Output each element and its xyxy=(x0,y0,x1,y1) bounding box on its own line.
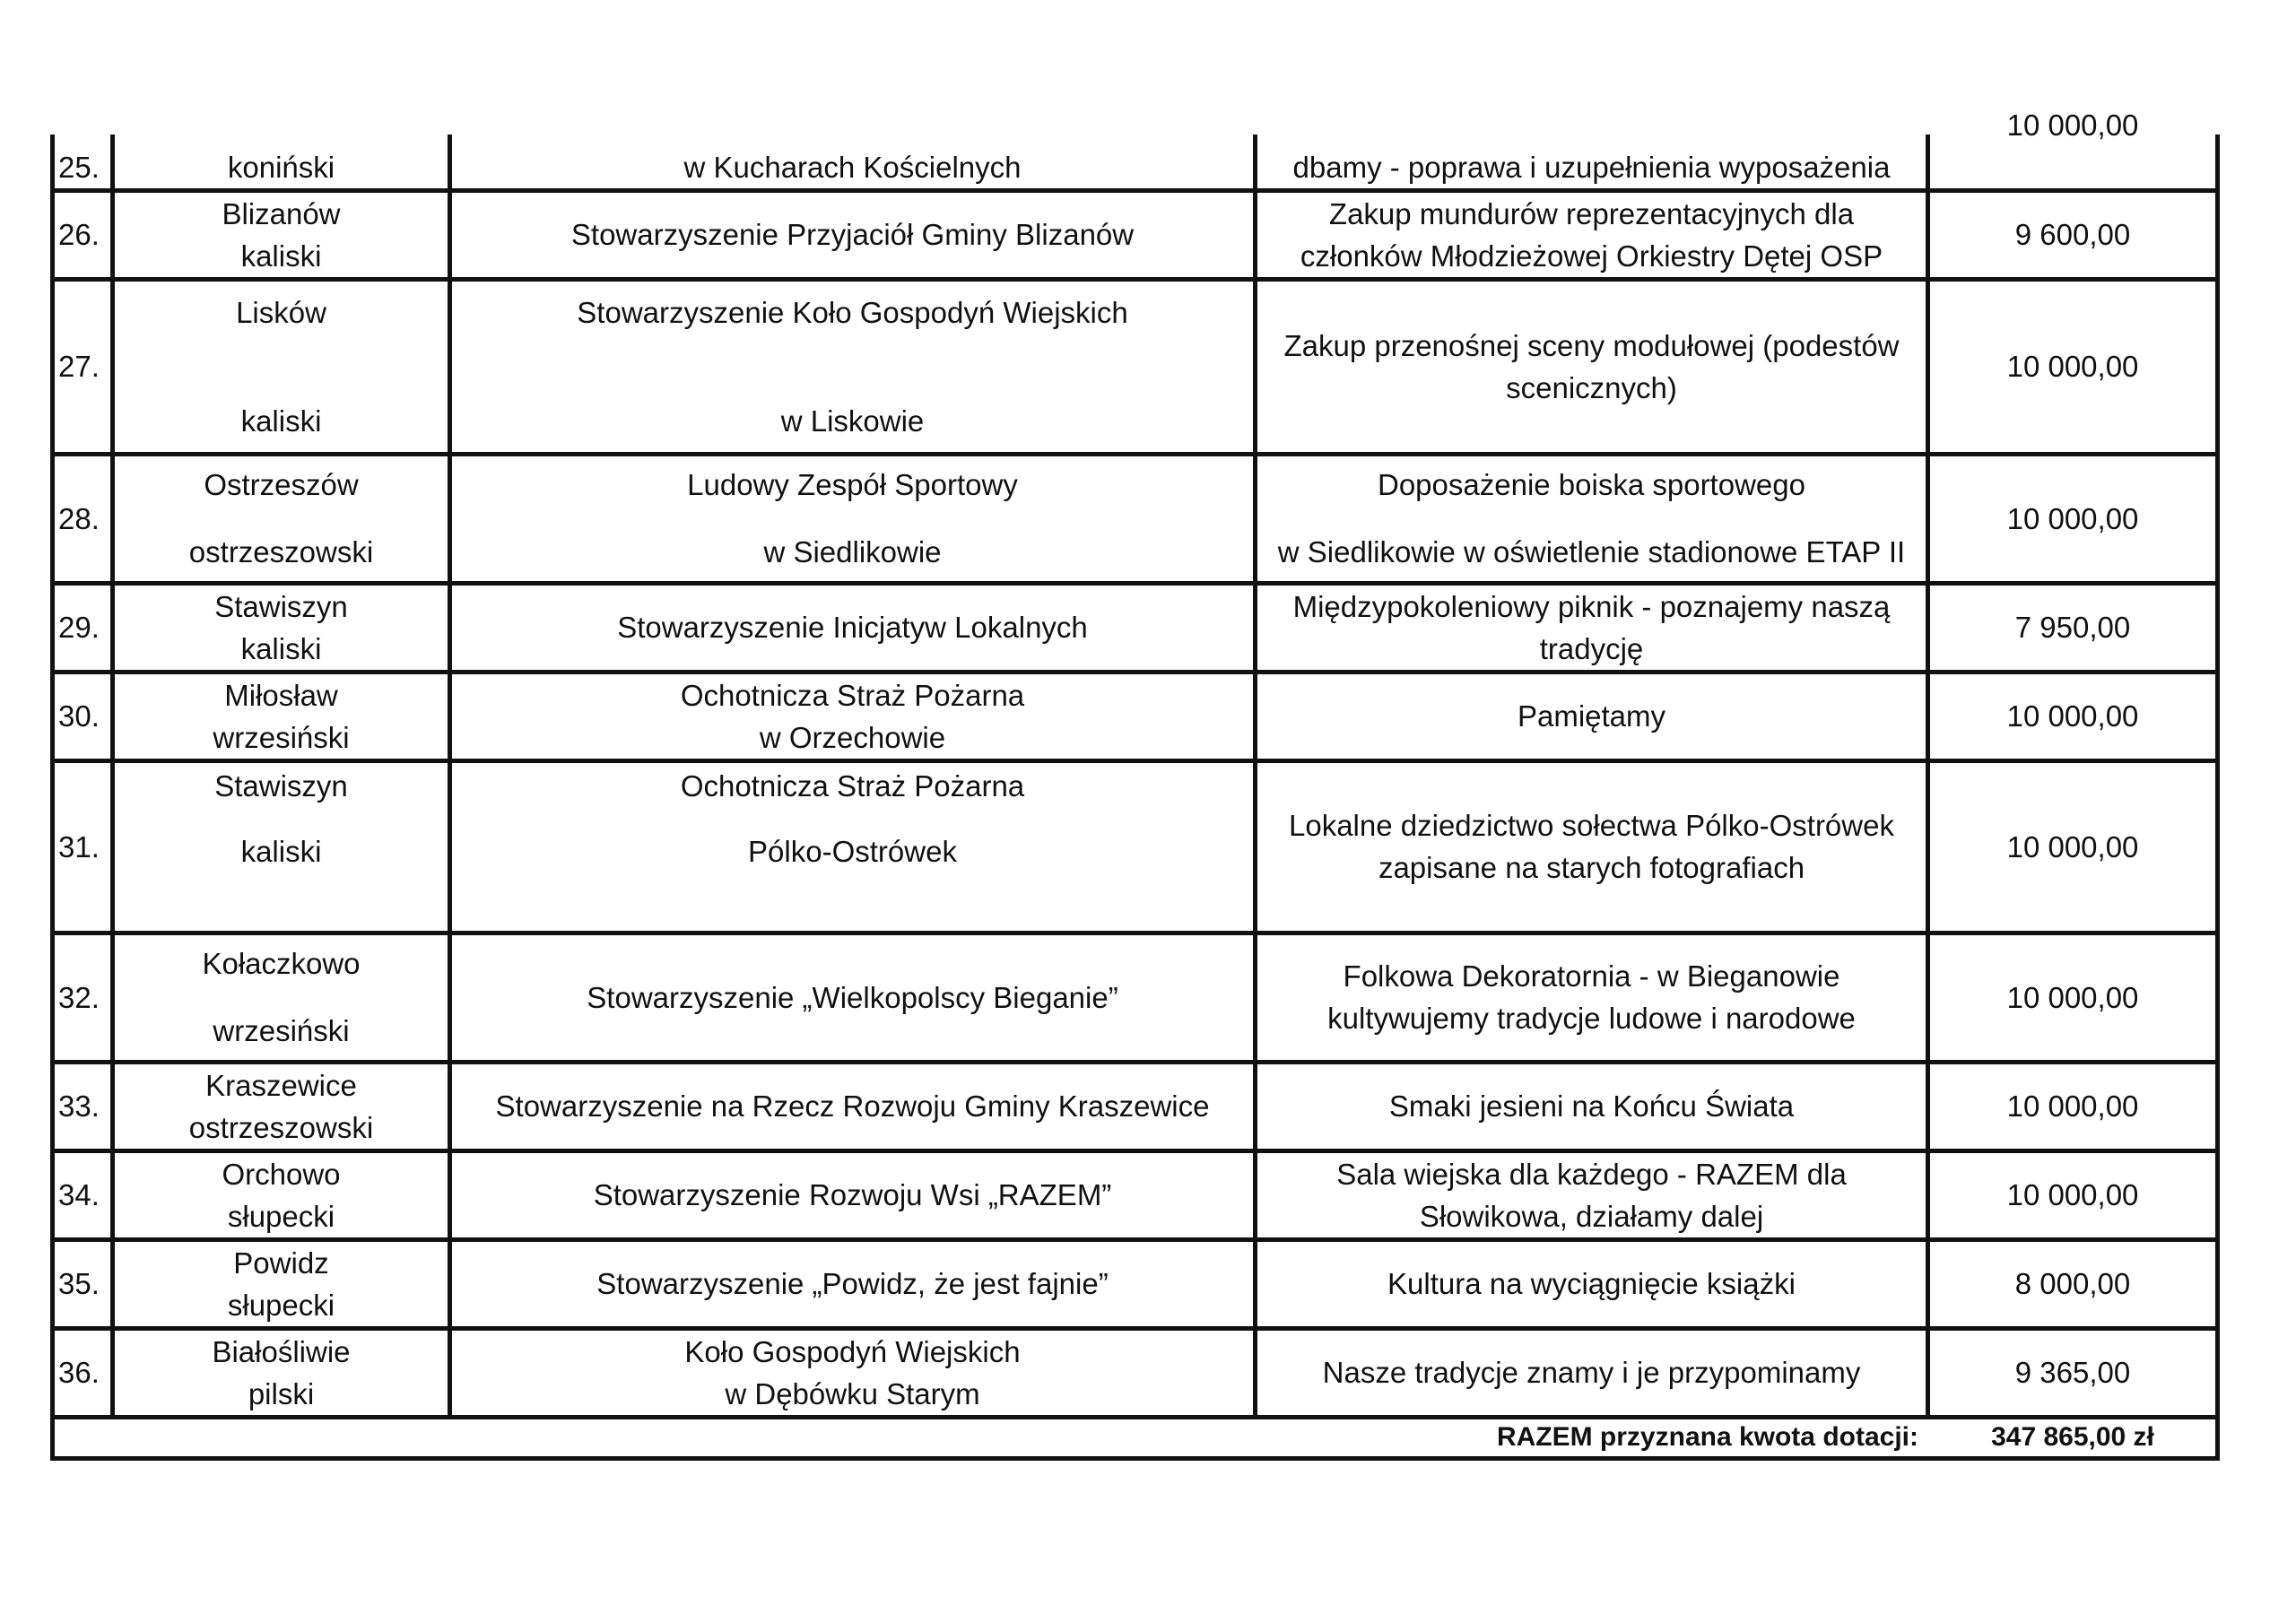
amount-cell: 10 000,00 xyxy=(1928,933,2218,1062)
entity-cell: Stowarzyszenie Rozwoju Wsi „RAZEM” xyxy=(450,1150,1256,1239)
entity-cell: Koło Gospodyń Wiejskich w Dębówku Starym xyxy=(450,1328,1256,1417)
gmina-powiat-cell: Kołaczkowo wrzesiński xyxy=(113,933,450,1062)
gmina-powiat-cell: koniński xyxy=(113,135,450,190)
row-number-cell: 35. xyxy=(53,1239,113,1328)
gmina-powiat-cell: Blizanów kaliski xyxy=(113,190,450,279)
task-cell: Doposażenie boiska sportowego w Siedlikowie w oświetlenie stadionowe ETAP II xyxy=(1256,454,1928,583)
table-row xyxy=(53,190,2218,279)
task-cell: Kultura na wyciągnięcie książki xyxy=(1256,1239,1928,1328)
row-number-cell: 30. xyxy=(53,672,113,760)
task-cell: Smaki jesieni na Końcu Świata xyxy=(1256,1062,1928,1150)
row-number-cell: 34. xyxy=(53,1150,113,1239)
gmina-powiat-cell: Powidz słupecki xyxy=(113,1239,450,1328)
amount-cell: 10 000,00 xyxy=(1928,672,2218,760)
row-number-cell: 32. xyxy=(53,933,113,1062)
entity-cell: Stowarzyszenie „Powidz, że jest fajnie” xyxy=(450,1239,1256,1328)
amount-cell: 10 000,00 xyxy=(1928,1062,2218,1150)
total-value: 347 865,00 zł xyxy=(1928,1417,2218,1458)
entity-cell: w Kucharach Kościelnych xyxy=(450,135,1256,190)
table-row xyxy=(53,1239,2218,1328)
entity-cell: Ochotnicza Straż Pożarna Pólko-Ostrówek xyxy=(450,760,1256,933)
row-number-cell: 29. xyxy=(53,583,113,672)
task-cell: Zakup przenośnej sceny modułowej (podestów scenicznych) xyxy=(1256,279,1928,454)
task-cell: Folkowa Dekoratornia - w Bieganowie kultywujemy tradycje ludowe i narodowe xyxy=(1256,933,1928,1062)
row-number-cell: 25. xyxy=(53,135,113,190)
task-cell: Zakup mundurów reprezentacyjnych dla członków Młodzieżowej Orkiestry Dętej OSP xyxy=(1256,190,1928,279)
task-cell: Lokalne dziedzictwo sołectwa Pólko-Ostrówek zapisane na starych fotografiach xyxy=(1256,760,1928,933)
total-label: RAZEM przyznana kwota dotacji: xyxy=(53,1417,1928,1458)
gmina-powiat-cell: Orchowo słupecki xyxy=(113,1150,450,1239)
table-row xyxy=(53,1062,2218,1150)
table-row xyxy=(53,933,2218,1062)
gmina-powiat-cell: Kraszewice ostrzeszowski xyxy=(113,1062,450,1150)
task-cell: dbamy - poprawa i uzupełnienia wyposażenia xyxy=(1256,135,1928,190)
table-row xyxy=(53,1328,2218,1417)
entity-cell: Stowarzyszenie na Rzecz Rozwoju Gminy Kraszewice xyxy=(450,1062,1256,1150)
entity-cell: Ludowy Zespół Sportowy w Siedlikowie xyxy=(450,454,1256,583)
task-cell: Nasze tradycje znamy i je przypominamy xyxy=(1256,1328,1928,1417)
task-cell: Sala wiejska dla każdego - RAZEM dla Słowikowa, działamy dalej xyxy=(1256,1150,1928,1239)
entity-cell: Stowarzyszenie Przyjaciół Gminy Blizanów xyxy=(450,190,1256,279)
amount-cell: 9 600,00 xyxy=(1928,190,2218,279)
amount-cell: 10 000,00 xyxy=(1928,135,2218,190)
row-number-cell: 26. xyxy=(53,190,113,279)
amount-cell: 9 365,00 xyxy=(1928,1328,2218,1417)
grant-table xyxy=(50,108,2220,1461)
entity-cell: Stowarzyszenie Inicjatyw Lokalnych xyxy=(450,583,1256,672)
entity-cell: Stowarzyszenie Koło Gospodyń Wiejskich w Liskowie xyxy=(450,279,1256,454)
entity-cell: Ochotnicza Straż Pożarna w Orzechowie xyxy=(450,672,1256,760)
table-row xyxy=(53,1150,2218,1239)
gmina-powiat-cell: Stawiszyn kaliski xyxy=(113,583,450,672)
total-row xyxy=(53,1417,2218,1458)
table-row xyxy=(53,583,2218,672)
gmina-powiat-cell: Białośliwie pilski xyxy=(113,1328,450,1417)
gmina-powiat-cell: Ostrzeszów ostrzeszowski xyxy=(113,454,450,583)
gmina-powiat-cell: Stawiszyn kaliski xyxy=(113,760,450,933)
amount-cell: 8 000,00 xyxy=(1928,1239,2218,1328)
table-row xyxy=(53,135,2218,190)
amount-cell: 7 950,00 xyxy=(1928,583,2218,672)
table-row xyxy=(53,279,2218,454)
table-row xyxy=(53,760,2218,933)
row-number-cell: 27. xyxy=(53,279,113,454)
row-number-cell: 28. xyxy=(53,454,113,583)
row-number-cell: 36. xyxy=(53,1328,113,1417)
task-cell: Międzypokoleniowy piknik - poznajemy naszą tradycję xyxy=(1256,583,1928,672)
table-row xyxy=(53,454,2218,583)
table-row xyxy=(53,672,2218,760)
amount-cell: 10 000,00 xyxy=(1928,760,2218,933)
entity-cell: Stowarzyszenie „Wielkopolscy Bieganie” xyxy=(450,933,1256,1062)
gmina-powiat-cell: Miłosław wrzesiński xyxy=(113,672,450,760)
gmina-powiat-cell: Lisków kaliski xyxy=(113,279,450,454)
amount-cell: 10 000,00 xyxy=(1928,279,2218,454)
row-number-cell: 31. xyxy=(53,760,113,933)
amount-cell: 10 000,00 xyxy=(1928,1150,2218,1239)
row-number-cell: 33. xyxy=(53,1062,113,1150)
task-cell: Pamiętamy xyxy=(1256,672,1928,760)
amount-cell: 10 000,00 xyxy=(1928,454,2218,583)
